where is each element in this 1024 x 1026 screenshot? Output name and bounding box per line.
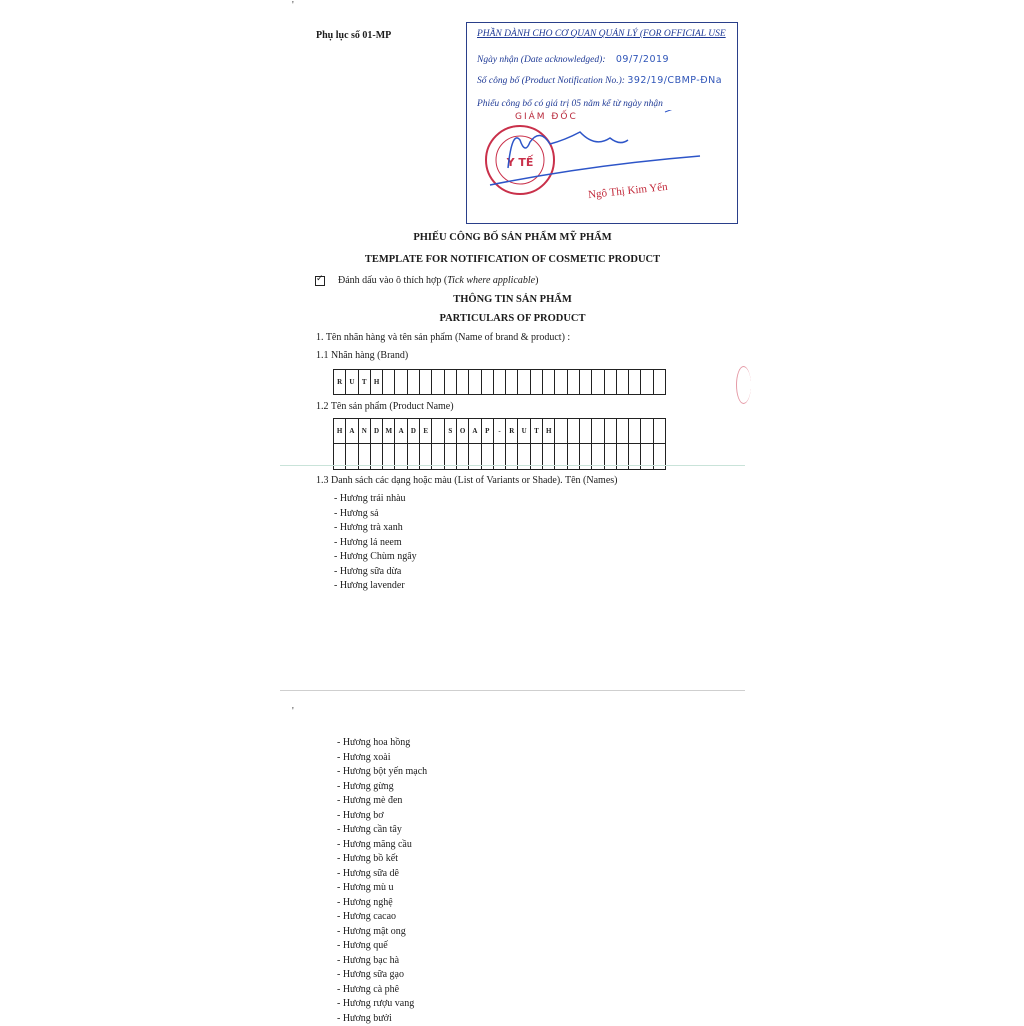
variant-item: - Hương cà phê: [337, 983, 427, 998]
grid-cell: [580, 369, 592, 395]
grid-cell: U: [346, 369, 358, 395]
grid-cell: D: [408, 418, 420, 444]
official-heading: PHẦN DÀNH CHO CƠ QUAN QUẢN LÝ (FOR OFFICIAL USE: [477, 29, 726, 39]
scan-mark: ': [292, 706, 294, 717]
grid-cell: O: [457, 418, 469, 444]
grid-cell: D: [371, 418, 383, 444]
grid-cell: [592, 369, 604, 395]
appendix-label: Phụ lục số 01-MP: [316, 30, 391, 41]
grid-cell-empty: [334, 444, 346, 470]
checkbox-checked-icon: [315, 276, 325, 286]
variant-item: - Hương Chùm ngây: [334, 550, 417, 565]
grid-cell: [420, 369, 432, 395]
grid-cell-empty: [359, 444, 371, 470]
variant-item: - Hương lá neem: [334, 536, 417, 551]
grid-cell-empty: [605, 444, 617, 470]
grid-cell: [482, 369, 494, 395]
grid-cell: [629, 369, 641, 395]
grid-cell: [555, 369, 567, 395]
grid-cell: H: [543, 418, 555, 444]
variant-item: - Hương gừng: [337, 780, 427, 795]
scan-divider: [280, 465, 745, 466]
variant-item: - Hương mù u: [337, 881, 427, 896]
grid-cell-empty: [617, 444, 629, 470]
grid-cell: [629, 418, 641, 444]
particulars-en: PARTICULARS OF PRODUCT: [280, 313, 745, 324]
variant-item: - Hương hoa hồng: [337, 736, 427, 751]
grid-cell: [494, 369, 506, 395]
grid-cell: [592, 418, 604, 444]
grid-cell-empty: [383, 444, 395, 470]
tick-note-text: Đánh dấu vào ô thích hợp (: [338, 275, 447, 286]
variant-item: - Hương sữa dừa: [334, 565, 417, 580]
variant-item: - Hương mè đen: [337, 794, 427, 809]
title-vn: PHIẾU CÔNG BỐ SẢN PHẨM MỸ PHẨM: [280, 232, 745, 243]
grid-cell: [432, 418, 444, 444]
stamp-center-text: Y TẾ: [506, 154, 534, 169]
grid-cell: [568, 369, 580, 395]
grid-cell-empty: [641, 444, 653, 470]
grid-cell-empty: [506, 444, 518, 470]
grid-cell-empty: [408, 444, 420, 470]
variant-item: - Hương trà xanh: [334, 521, 417, 536]
grid-cell: [518, 369, 530, 395]
grid-cell-empty: [555, 444, 567, 470]
section-1-2: 1.2 Tên sản phẩm (Product Name): [316, 401, 454, 412]
grid-cell-empty: [592, 444, 604, 470]
grid-cell: [605, 369, 617, 395]
variant-item: - Hương lavender: [334, 579, 417, 594]
grid-cell: E: [420, 418, 432, 444]
grid-cell-empty: [543, 444, 555, 470]
product-name-grid: [333, 418, 666, 470]
grid-cell: [408, 369, 420, 395]
grid-cell-empty: [432, 444, 444, 470]
variant-item: - Hương bưởi: [337, 1012, 427, 1026]
grid-cell: [506, 369, 518, 395]
variant-list-page-2: [337, 736, 427, 1026]
variant-item: - Hương cacao: [337, 910, 427, 925]
scan-mark: ': [292, 0, 294, 11]
date-label: Ngày nhận (Date acknowledged):: [477, 55, 605, 65]
grid-cell: [543, 369, 555, 395]
grid-cell: S: [445, 418, 457, 444]
initial-stroke: [665, 110, 700, 112]
grid-cell-empty: [395, 444, 407, 470]
variant-item: - Hương bơ: [337, 809, 427, 824]
particulars-vn: THÔNG TIN SẢN PHẨM: [280, 294, 745, 305]
section-1-1: 1.1 Nhãn hàng (Brand): [316, 350, 408, 361]
variant-item: - Hương nghệ: [337, 896, 427, 911]
grid-cell: A: [469, 418, 481, 444]
grid-cell: A: [395, 418, 407, 444]
grid-cell-empty: [445, 444, 457, 470]
grid-cell: [654, 369, 666, 395]
grid-cell: -: [494, 418, 506, 444]
grid-cell: [555, 418, 567, 444]
grid-cell: [617, 418, 629, 444]
grid-cell: [432, 369, 444, 395]
grid-cell-empty: [494, 444, 506, 470]
grid-cell: [641, 418, 653, 444]
grid-cell-empty: [371, 444, 383, 470]
grid-cell-empty: [568, 444, 580, 470]
section-1: 1. Tên nhãn hàng và tên sản phẩm (Name of brand & product) :: [316, 332, 570, 343]
grid-cell: P: [482, 418, 494, 444]
grid-cell: [568, 418, 580, 444]
grid-cell: [457, 369, 469, 395]
grid-cell: M: [383, 418, 395, 444]
grid-cell-empty: [518, 444, 530, 470]
variant-item: - Hương rượu vang: [337, 997, 427, 1012]
grid-cell-empty: [469, 444, 481, 470]
grid-cell-empty: [531, 444, 543, 470]
grid-cell: [445, 369, 457, 395]
variant-item: - Hương sả: [334, 507, 417, 522]
variant-item: - Hương quế: [337, 939, 427, 954]
grid-cell: T: [359, 369, 371, 395]
variant-item: - Hương sữa dê: [337, 867, 427, 882]
grid-cell: [605, 418, 617, 444]
grid-cell-empty: [654, 444, 666, 470]
brand-grid: [333, 369, 666, 395]
grid-cell: T: [531, 418, 543, 444]
grid-cell: [617, 369, 629, 395]
grid-cell: H: [371, 369, 383, 395]
grid-cell-empty: [420, 444, 432, 470]
tick-note: [338, 275, 538, 286]
variant-item: - Hương mãng cầu: [337, 838, 427, 853]
grid-cell: [641, 369, 653, 395]
grid-cell: [654, 418, 666, 444]
director-title: GIÁM ĐỐC: [515, 112, 578, 122]
variant-item: - Hương xoài: [337, 751, 427, 766]
grid-cell-empty: [346, 444, 358, 470]
variant-item: - Hương bột yến mạch: [337, 765, 427, 780]
product-grid-row: [334, 418, 666, 444]
number-value: 392/19/CBMP-ĐNa: [627, 75, 722, 86]
title-en: TEMPLATE FOR NOTIFICATION OF COSMETIC PRODUCT: [280, 254, 745, 265]
variant-item: - Hương sữa gạo: [337, 968, 427, 983]
grid-cell: U: [518, 418, 530, 444]
section-1-3: 1.3 Danh sách các dạng hoặc màu (List of Variants or Shade). Tên (Names): [316, 475, 617, 486]
grid-cell: [531, 369, 543, 395]
tick-note-end: ): [535, 275, 538, 286]
variant-list-page-1: [334, 492, 417, 594]
date-value: 09/7/2019: [616, 54, 669, 65]
stamp-edge-mark: [736, 366, 751, 404]
notification-number-row: [477, 75, 722, 86]
grid-cell: [580, 418, 592, 444]
grid-cell: H: [334, 418, 346, 444]
variant-item: - Hương trái nhàu: [334, 492, 417, 507]
number-label: Số công bố (Product Notification No.):: [477, 76, 625, 86]
grid-cell: A: [346, 418, 358, 444]
variant-item: - Hương bạc hà: [337, 954, 427, 969]
grid-cell: R: [506, 418, 518, 444]
tick-note-italic: Tick where applicable: [447, 275, 535, 286]
grid-cell: [383, 369, 395, 395]
grid-cell-empty: [629, 444, 641, 470]
product-grid-row: [334, 444, 666, 470]
variant-item: - Hương mật ong: [337, 925, 427, 940]
grid-cell-empty: [482, 444, 494, 470]
grid-cell: [395, 369, 407, 395]
variant-item: - Hương bồ kết: [337, 852, 427, 867]
grid-cell-empty: [457, 444, 469, 470]
grid-cell: [469, 369, 481, 395]
grid-cell-empty: [580, 444, 592, 470]
grid-cell: R: [334, 369, 346, 395]
validity-note: Phiếu công bố có giá trị 05 năm kể từ ngày nhận: [477, 99, 663, 109]
signer-name: Ngô Thị Kim Yến: [588, 181, 669, 201]
grid-cell: N: [359, 418, 371, 444]
variant-item: - Hương cần tây: [337, 823, 427, 838]
date-acknowledged-row: [477, 54, 669, 65]
